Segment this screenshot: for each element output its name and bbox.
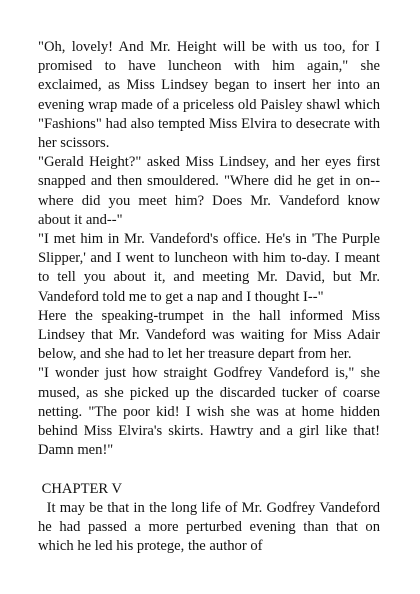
paragraph-3: "I met him in Mr. Vandeford's office. He's in 'The Purple Slipper,' and I went to luncheon with him to-day. I meant to tell you about it, and meeting Mr. David, but Mr. Vandeford told me to get a nap and I thought I--" [38, 231, 380, 305]
paragraph-5: "I wonder just how straight Godfrey Vandeford is," she mused, as she picked up the discarded tucker of coarse netting. "The poor kid! I wish she was at home hidden behind Miss Elvira's skirts. Hawtry and a girl like that! Damn men!" [38, 365, 380, 459]
paragraph-1: "Oh, lovely! And Mr. Height will be with us too, for I promised to have luncheon with him again," she exclaimed, as Miss Lindsey began to insert her into an evening wrap made of a priceless old Paisley shawl which "Fashions" had also tempted Miss Elvira to desecrate with her scissors. [38, 39, 380, 152]
paragraph-2: "Gerald Height?" asked Miss Lindsey, and her eyes first snapped and then smouldered. "Where did he get in on--where did you meet him? Does Mr. Vandeford know about it and--" [38, 154, 380, 228]
book-page [38, 38, 384, 556]
chapter-opening-paragraph: It may be that in the long life of Mr. Godfrey Vandeford he had passed a more perturbed evening than that on which he led his protege, the author of [38, 499, 384, 555]
section-spacer [38, 460, 380, 479]
chapter-heading: CHAPTER V [38, 480, 123, 497]
paragraph-4: Here the speaking-trumpet in the hall informed Miss Lindsey that Mr. Vandeford was waiting for Miss Adair below, and she had to let her treasure depart from her. [38, 307, 380, 363]
